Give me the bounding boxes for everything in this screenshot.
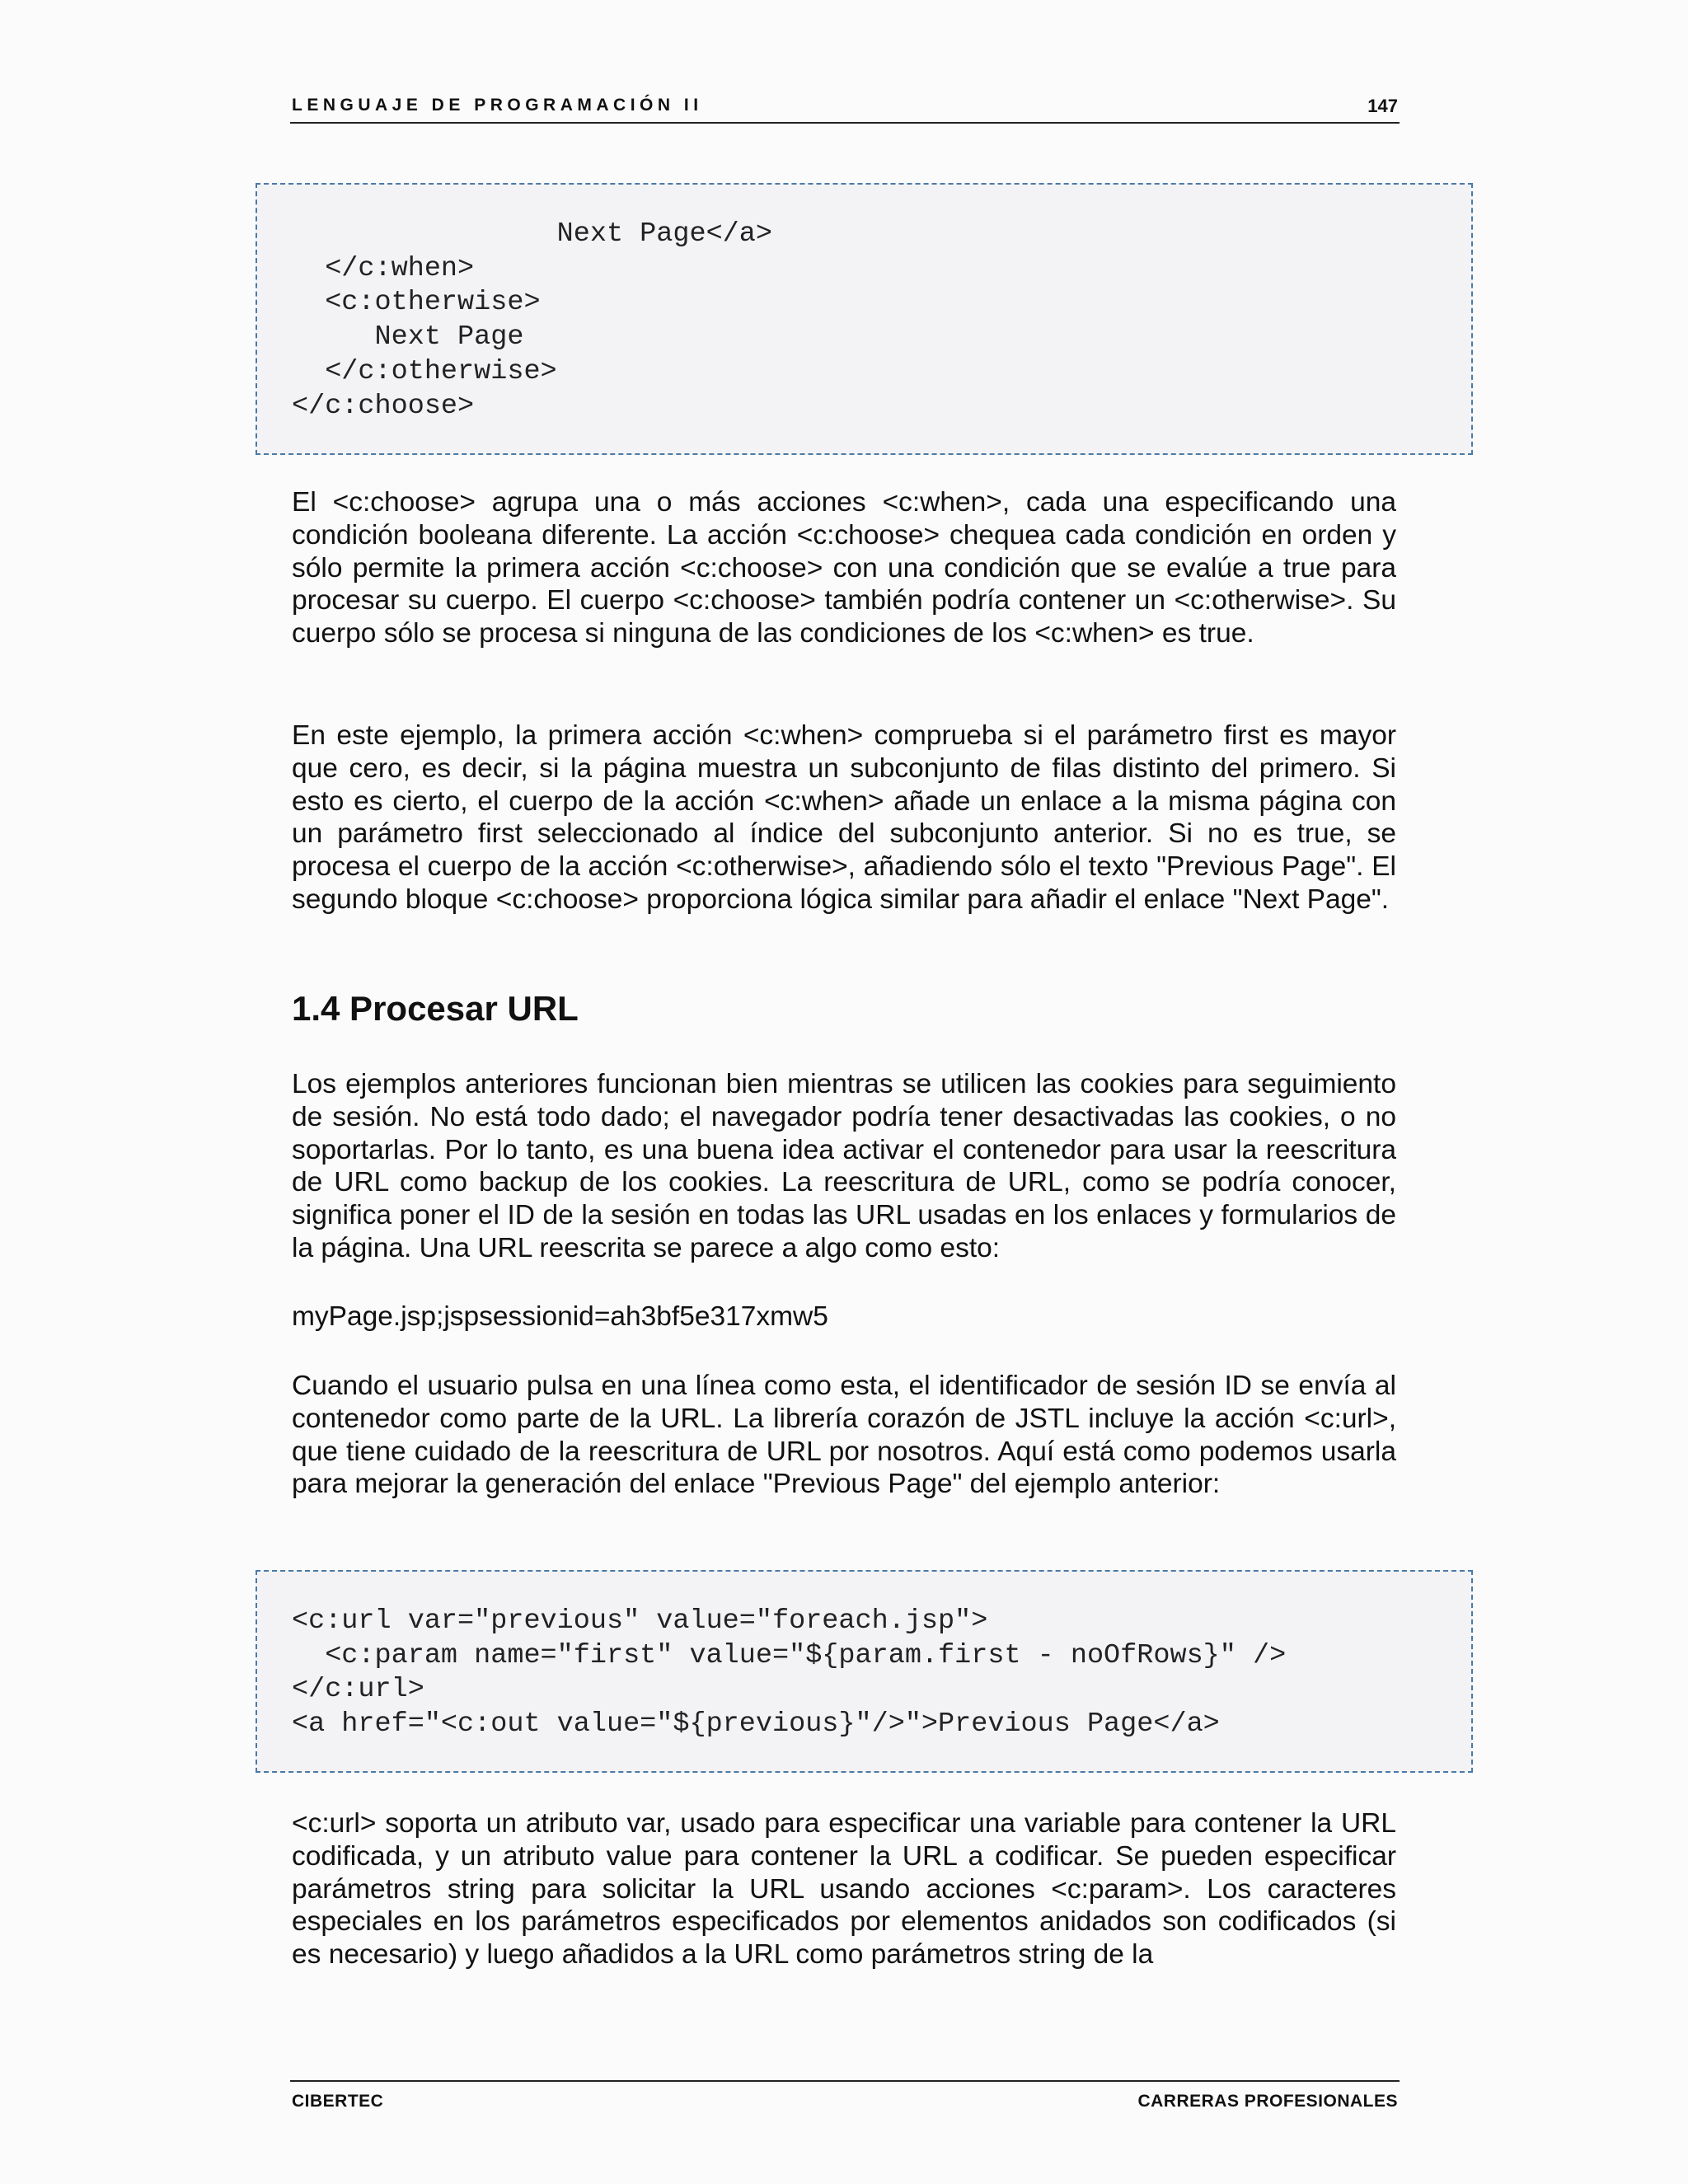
code-block-choose-end (256, 183, 1473, 455)
footer-program: CARRERAS PROFESIONALES (1137, 2092, 1398, 2111)
section-heading: 1.4 Procesar URL (292, 989, 579, 1028)
page-header (290, 92, 1400, 124)
paragraph-example-explanation: En este ejemplo, la primera acción <c:when> comprueba si el parámetro first es mayor que cero, es decir, si la página muestra un subconjunto de filas distinto del primero. Si esto es cierto, el cuerpo de la acción <c:when> añade un enlace a la misma página con un parámetro first seleccionado al índice del subconjunto anterior. Si no es true, se procesa el cuerpo de la acción <c:otherwise>, añadiendo sólo el texto "Previous Page". El segundo bloque <c:choose> proporciona lógica similar para añadir el enlace "Next Page". (292, 720, 1396, 915)
paragraph-url-example: myPage.jsp;jspsessionid=ah3bf5e317xmw5 (292, 1301, 828, 1332)
footer-institution: CIBERTEC (292, 2092, 384, 2111)
page-footer (290, 2080, 1400, 2115)
paragraph-curl-attributes: <c:url> soporta un atributo var, usado para especificar una variable para contener la URL codificada, y un atributo value para contener la URL a codificar. Se pueden especificar parámetros string para solicitar la URL usando acciones <c:param>. Los caracteres especiales en los parámetros especificados por elementos anidados son codificados (si es necesario) y luego añadidos a la URL como parámetros string de la (292, 1808, 1396, 1971)
header-title: LENGUAJE DE PROGRAMACIÓN II (292, 96, 703, 115)
page-number: 147 (1367, 96, 1398, 116)
paragraph-choose-description: El <c:choose> agrupa una o más acciones <c:when>, cada una especificando una condición booleana diferente. La acción <c:choose> chequea cada condición en orden y sólo permite la primera acción <c:choose> con una condición que se evalúe a true para procesar su cuerpo. El cuerpo <c:choose> también podría contener un <c:otherwise>. Su cuerpo sólo se procesa si ninguna de las condiciones de los <c:when> es true. (292, 487, 1396, 649)
code-text: Next Page</a> </c:when> <c:otherwise> Next Page </c:otherwise> </c:choose> (292, 218, 772, 422)
code-block-curl (256, 1570, 1473, 1773)
paragraph-curl-intro: Cuando el usuario pulsa en una línea como esta, el identificador de sesión ID se envía al contenedor como parte de la URL. La librería corazón de JSTL incluye la acción <c:url>, que tiene cuidado de la reescritura de URL por nosotros. Aquí está como podemos usarla para mejorar la generación del enlace "Previous Page" del ejemplo anterior: (292, 1371, 1396, 1500)
paragraph-url-rewriting: Los ejemplos anteriores funcionan bien mientras se utilicen las cookies para seguimiento de sesión. No está todo dado; el navegador podría tener desactivadas las cookies, o no soportarlas. Por lo tanto, es una buena idea activar el contenedor para usar la reescritura de URL como backup de los cookies. La reescritura de URL, como se podría conocer, significa poner el ID de la sesión en todas las URL usadas en los enlaces y formularios de la página. Una URL reescrita se parece a algo como esto: (292, 1069, 1396, 1263)
code-text: <c:url var="previous" value="foreach.jsp"> <c:param name="first" value="${param.first - noOfRows}" /> </c:url> <a href="<c:out value="${previous}"/>">Previous Page</a> (292, 1605, 1287, 1741)
